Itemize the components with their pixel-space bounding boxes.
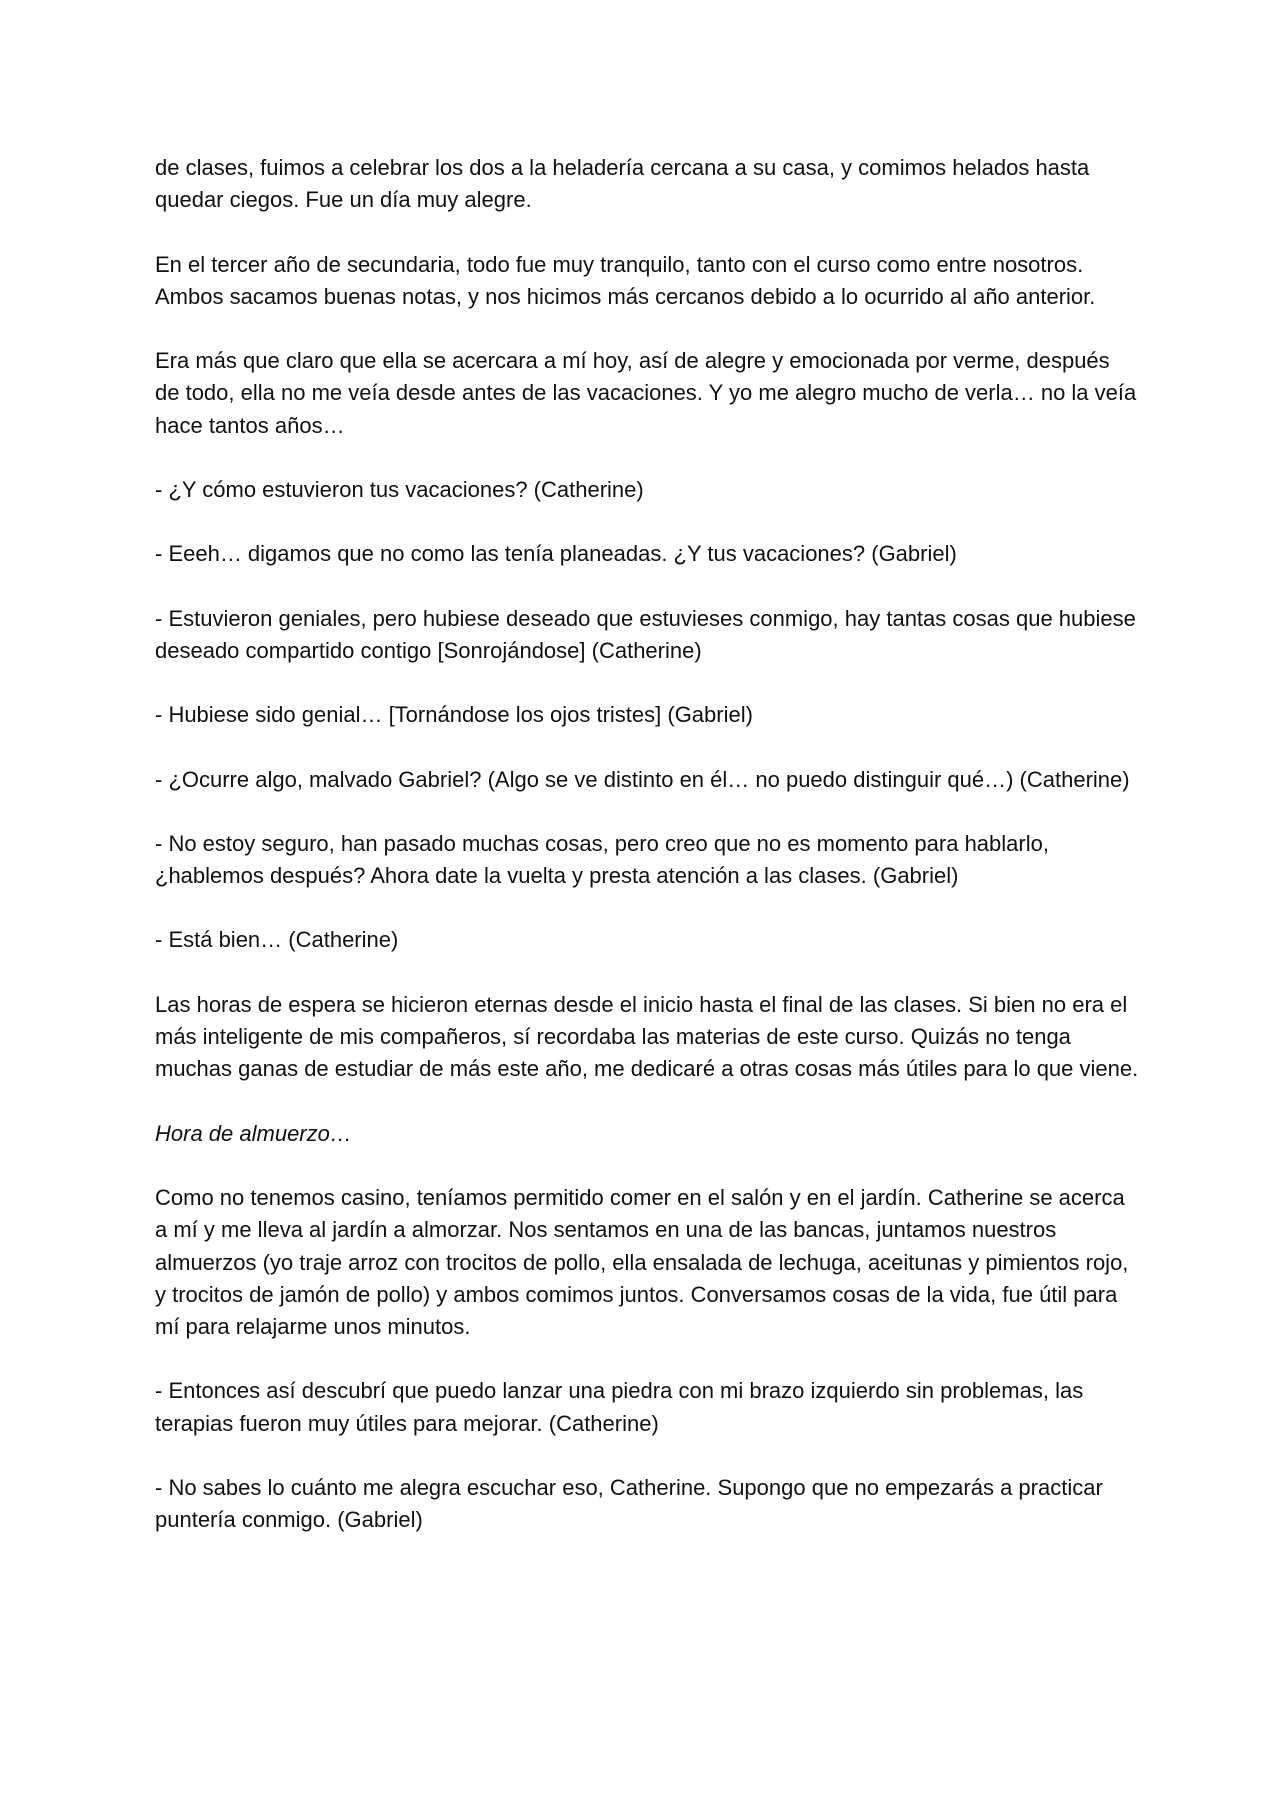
paragraph: Era más que claro que ella se acercara a mí hoy, así de alegre y emocionada por verme, después de todo, ella no me veía desde antes de las vacaciones. Y yo me alegro mucho de verla… no la veía hace tantos años… xyxy=(155,348,1137,438)
dialogue-line: - Está bien… (Catherine) xyxy=(155,927,399,953)
scene-heading: Hora de almuerzo… xyxy=(155,1120,352,1146)
paragraph: En el tercer año de secundaria, todo fue muy tranquilo, tanto con el curso como entre nosotros. Ambos sacamos buenas notas, y nos hicimos más cercanos debido a lo ocurrido al año anterior. xyxy=(155,251,1096,309)
paragraph: Las horas de espera se hicieron eternas desde el inicio hasta el final de las clases. Si bien no era el más inteligente de mis compañeros, sí recordaba las materias de este curso. Quizás no tenga muchas ganas de estudiar de más este año, me dedicaré a otras cosas más útiles para lo que viene. xyxy=(155,991,1139,1082)
dialogue-line: - Eeeh… digamos que no como las tenía planeadas. ¿Y tus vacaciones? (Gabriel) xyxy=(155,541,957,567)
dialogue-line: - Estuvieron geniales, pero hubiese deseado que estuvieses conmigo, hay tantas cosas que hubiese deseado compartido contigo [Sonrojándose] (Catherine) xyxy=(155,605,1136,663)
dialogue-line: - No sabes lo cuánto me alegra escuchar eso, Catherine. Supongo que no empezarás a practicar puntería conmigo. (Gabriel) xyxy=(155,1475,1103,1533)
paragraph: Como no tenemos casino, teníamos permitido comer en el salón y en el jardín. Catherine se acerca a mí y me lleva al jardín a almorzar. Nos sentamos en una de las bancas, juntamos nuestros almuerzos (yo traje arroz con trocitos de pollo, ella ensalada de lechuga, aceitunas y pimientos rojo, y trocitos de jamón de pollo) y ambos comimos juntos. Conversamos cosas de la vida, fue útil para mí para relajarme unos minutos. xyxy=(155,1184,1129,1340)
dialogue-line: - Hubiese sido genial… [Tornándose los ojos tristes] (Gabriel) xyxy=(155,702,753,728)
document-body xyxy=(155,152,1140,1569)
dialogue-line: - No estoy seguro, han pasado muchas cosas, pero creo que no es momento para hablarlo, ¿hablemos después? Ahora date la vuelta y presta atención a las clases. (Gabriel) xyxy=(155,830,1049,889)
dialogue-line: - ¿Y cómo estuvieron tus vacaciones? (Catherine) xyxy=(155,477,644,503)
dialogue-line: - ¿Ocurre algo, malvado Gabriel? (Algo se ve distinto en él… no puedo distinguir qué…) (Catherine) xyxy=(155,766,1130,792)
dialogue-line: - Entonces así descubrí que puedo lanzar una piedra con mi brazo izquierdo sin problemas, las terapias fueron muy útiles para mejorar. (Catherine) xyxy=(155,1378,1084,1436)
paragraph: de clases, fuimos a celebrar los dos a la heladería cercana a su casa, y comimos helados hasta quedar ciegos. Fue un día muy alegre. xyxy=(155,155,1090,213)
